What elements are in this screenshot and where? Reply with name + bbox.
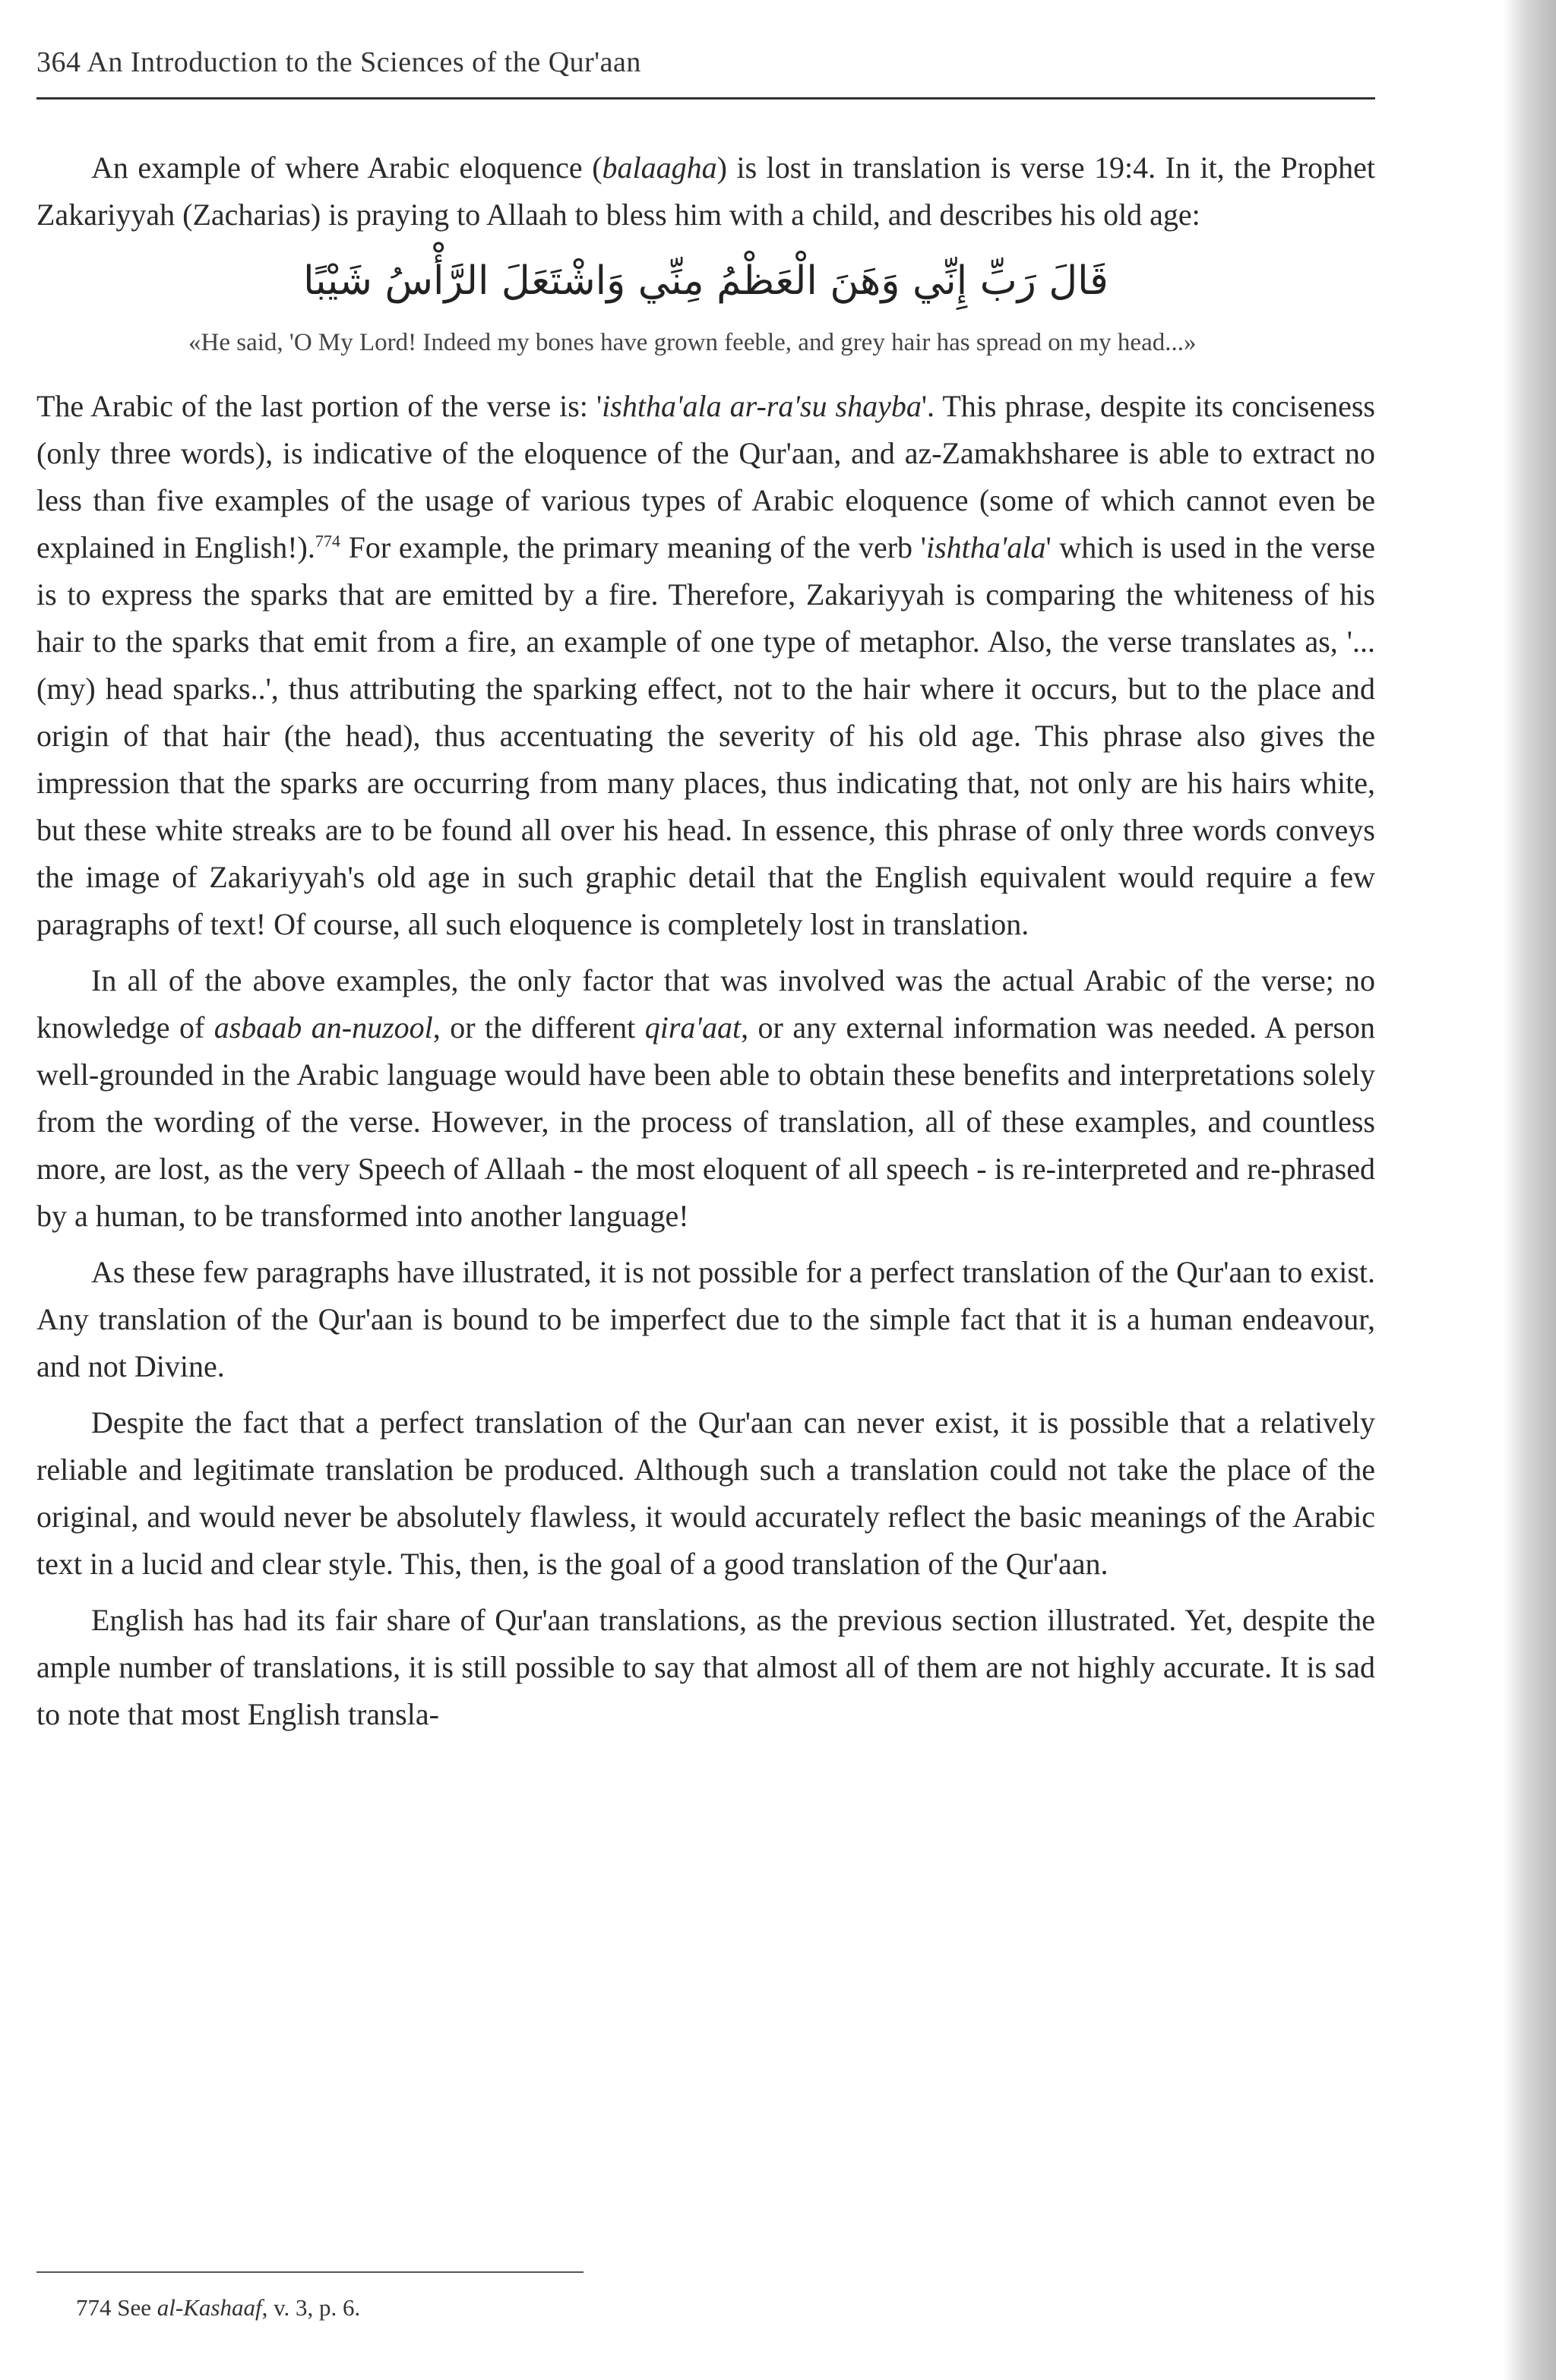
term-balaagha: balaagha <box>602 150 717 185</box>
footnote-rule <box>36 2271 584 2273</box>
footnote-ref: 774 <box>315 531 340 551</box>
book-title: An Introduction to the Sciences of the Qur'aan <box>87 46 641 78</box>
paragraph-3: In all of the above examples, the only factor that was involved was the actual Arabic of the verse; no knowledge of asbaab an-nuzool, or the different qira'aat, or any external information was needed. A person well-grounded in the Arabic language would have been able to obtain these benefits and interpretations solely from the wording of the verse. However, in the process of translation, all of these examples, and countless more, are lost, as the very Speech of Allaah - the most eloquent of all speech - is re-interpreted and re-phrased by a human, to be transformed into another language! <box>36 963 1376 1233</box>
term-qiraaat: qira'aat <box>644 1010 742 1045</box>
paragraph-2: The Arabic of the last portion of the verse is: 'ishtha'ala ar-ra'su shayba'. This phrase, despite its conciseness (only three words), is indicative of the eloquence of the Qur'aan, and az-Zamakhsharee is able to extract no less than five examples of the usage of various types of Arabic eloquence (some of which cannot even be explained in English!).$^{774}$ For example, the primary meaning of the verb 'ishtha'ala' which is used in the verse is to express the sparks that are emitted by a fire. Therefore, Zakariyyah is comparing the whiteness of his hair to the sparks that emit from a fire, an example of one type of metaphor. Also, the verse translates as, '...(my) head sparks..', thus attributing the sparking effect, not to the hair where it occurs, but to the place and origin of that hair (the head), thus accentuating the severity of his old age. This phrase also gives the impression that the sparks are occurring from many places, thus indicating that, not only are his hairs white, but these white streaks are to be found all over his head. In essence, this phrase of only three words conveys the image of Zakariyyah's old age in such graphic detail that the English equivalent would require a few paragraphs of text! Of course, all such eloquence is completely lost in translation. <box>36 389 1376 941</box>
term-arabic-phrase: ishtha'ala ar-ra'su shayba <box>602 389 922 423</box>
header-rule <box>36 97 1375 100</box>
page-number: 364 <box>36 46 81 78</box>
arabic-verse: قَالَ رَبِّ إِنِّي وَهَنَ الْعَظْمُ مِنِّي وَاشْتَعَلَ الرَّأْسُ شَيْبًا <box>303 258 1108 304</box>
page-edge-shadow <box>1503 0 1556 2380</box>
paragraph-6: English has had its fair share of Qur'aan translations, as the previous section illustrated. Yet, despite the ample number of translations, it is still possible to say that almost all of them are not highly accurate. It is sad to note that most English transla- <box>36 1603 1375 1731</box>
term-verb: ishtha'ala <box>925 530 1046 564</box>
verse-translation-quote: «He said, 'O My Lord! Indeed my bones have grown feeble, and grey hair has spread on my head...» <box>188 329 1197 356</box>
paragraph-4: As these few paragraphs have illustrated, it is not possible for a perfect translation of the Qur'aan to exist. Any translation of the Qur'aan is bound to be imperfect due to the simple fact that it is a human endeavour, and not Divine. <box>36 1255 1375 1383</box>
paragraph-1: An example of where Arabic eloquence (balaagha) is lost in translation is verse 19:4. In it, the Prophet Zakariyyah (Zacharias) is praying to Allaah to bless him with a child, and describes his old age: <box>36 150 1375 232</box>
paragraph-5: Despite the fact that a perfect translation of the Qur'aan can never exist, it is possible that a relatively reliable and legitimate translation be produced. Although such a translation could not take the place of the original, and would never be absolutely flawless, it would accurately reflect the basic meanings of the Arabic text in a lucid and clear style. This, then, is the goal of a good translation of the Qur'aan. <box>36 1405 1375 1581</box>
footnote-number: 774 <box>76 2294 112 2321</box>
running-header <box>36 46 1375 79</box>
main-text <box>36 144 1375 1747</box>
term-asbaab: asbaab an-nuzool <box>213 1010 433 1045</box>
footnote-source: al-Kashaaf <box>157 2294 262 2321</box>
footnote: 774 See al-Kashaaf, v. 3, p. 6. <box>76 2294 361 2321</box>
